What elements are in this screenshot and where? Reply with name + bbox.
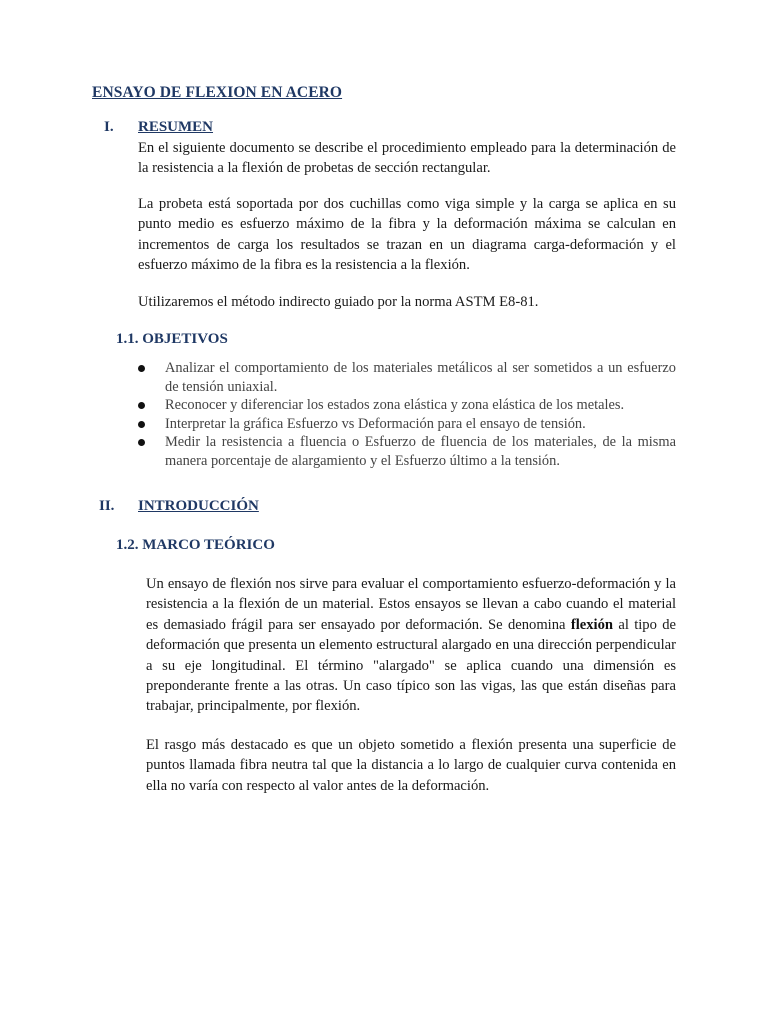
bullet-icon	[138, 402, 145, 409]
resumen-paragraph-1: En el siguiente documento se describe el procedimiento empleado para la determinación de la resistencia a la flexión de probetas de sección rectangular.	[138, 140, 676, 177]
section-2-title: INTRODUCCIÓN	[138, 498, 259, 514]
bullet-icon	[138, 365, 145, 372]
bold-term-flexion: flexión	[570, 616, 614, 633]
marco-teorico-heading: 1.2. MARCO TEÓRICO	[116, 537, 275, 553]
list-item: Medir la resistencia a fluencia o Esfuerzo de fluencia de los materiales, de la misma manera porcentaje de alargamiento y el Esfuerzo último a la tensión.	[138, 433, 676, 470]
resumen-paragraph-3: Utilizaremos el método indirecto guiado por la norma ASTM E8-81.	[138, 294, 539, 310]
objetivos-heading: 1.1. OBJETIVOS	[116, 331, 228, 347]
document-title: ENSAYO DE FLEXION EN ACERO	[92, 84, 343, 101]
section-1-title: RESUMEN	[138, 119, 214, 135]
bullet-icon	[138, 421, 145, 428]
marco-teorico-paragraph-2: El rasgo más destacado es que un objeto sometido a flexión presenta una superficie de puntos llamada fibra neutra tal que la distancia a lo largo de cualquier curva contenida en ella no varía con respecto al valor antes de la deformación.	[146, 737, 676, 794]
section-2-number: II.	[99, 498, 115, 514]
resumen-paragraph-2: La probeta está soportada por dos cuchillas como viga simple y la carga se aplica en su punto medio es esfuerzo máximo de la fibra y la deformación máxima se calculan en incrementos de carga los resultados se trazan en un diagrama carga-deformación y el esfuerzo máximo de la fibra es la resistencia a la flexión.	[138, 196, 676, 274]
objetivos-list	[138, 359, 676, 471]
section-1-number: I.	[104, 119, 114, 135]
marco-teorico-paragraph-1: Un ensayo de flexión nos sirve para evaluar el comportamiento esfuerzo-deformación y la resistencia a la flexión de un material. Estos ensayos se llevan a cabo cuando el material es demasiado frágil para ser ensayado por deformación. Se denomina flexión al tipo de deformación que presenta un elemento estructural alargado en una dirección perpendicular a su eje longitudinal. El término "alargado" se aplica cuando una dimensión es preponderante frente a las otras. Un caso típico son las vigas, las que están diseñas para trabajar, principalmente, por flexión.	[146, 576, 677, 715]
list-item: Reconocer y diferenciar los estados zona elástica y zona elástica de los metales.	[138, 396, 676, 415]
list-item: Interpretar la gráfica Esfuerzo vs Deformación para el ensayo de tensión.	[138, 415, 676, 434]
list-item: Analizar el comportamiento de los materiales metálicos al ser sometidos a un esfuerzo de tensión uniaxial.	[138, 359, 676, 396]
bullet-icon	[138, 439, 145, 446]
